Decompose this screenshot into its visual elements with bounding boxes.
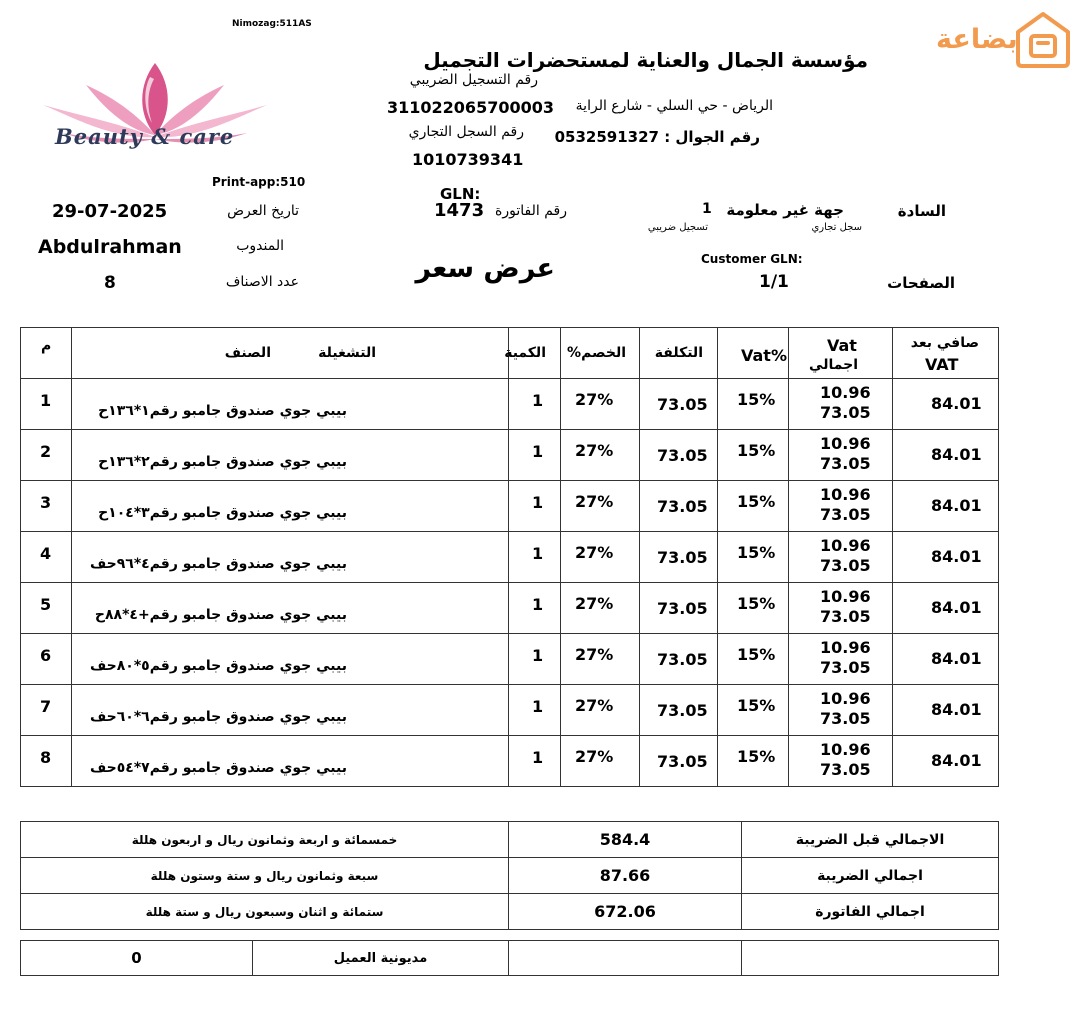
row-cost: 73.05	[640, 532, 718, 583]
row-qty: 1	[509, 685, 561, 736]
rep-value: Abdulrahman	[38, 236, 182, 258]
row-vat-total: 10.96 73.05	[789, 634, 893, 685]
row-discount: 27%	[561, 685, 640, 736]
debt-row	[21, 941, 999, 976]
row-qty: 1	[509, 634, 561, 685]
col-vat-pct: Vat%	[718, 328, 789, 379]
to-number: 1	[702, 201, 712, 217]
row-vat-pct: 15%	[718, 685, 789, 736]
cr-value: 1010739341	[412, 150, 524, 169]
table-header-row	[21, 328, 999, 379]
row-cost: 73.05	[640, 379, 718, 430]
col-index: م	[21, 328, 72, 379]
row-net: 84.01	[893, 685, 999, 736]
document-title: عرض سعر	[415, 253, 555, 284]
tax-reg-label: رقم التسجيل الضريبي	[409, 72, 538, 88]
row-index: 6	[21, 634, 72, 685]
to-label: السادة	[897, 202, 946, 220]
row-discount: 27%	[561, 583, 640, 634]
invoice-number-label: رقم الفاتورة	[495, 203, 567, 219]
date-value: 29-07-2025	[52, 201, 168, 222]
to-value: جهة غير معلومة	[726, 201, 844, 219]
company-name: مؤسسة الجمال والعناية لمستحضرات التجميل	[423, 48, 868, 72]
items-table	[20, 327, 999, 787]
row-index: 5	[21, 583, 72, 634]
company-address: الرياض - حي السلي - شارع الراية	[575, 98, 773, 114]
cr-small-label: سجل تجاري	[811, 222, 862, 233]
row-cost: 73.05	[640, 634, 718, 685]
top-code: Nimozag:511AS	[232, 19, 312, 29]
row-vat-total: 10.96 73.05	[789, 736, 893, 787]
row-index: 1	[21, 379, 72, 430]
customer-gln-label: Customer GLN:	[701, 252, 803, 266]
row-vat-total: 10.96 73.05	[789, 532, 893, 583]
row-qty: 1	[509, 583, 561, 634]
row-qty: 1	[509, 736, 561, 787]
table-row	[21, 583, 999, 634]
row-qty: 1	[509, 481, 561, 532]
debt-empty-cell	[509, 941, 742, 976]
table-row	[21, 379, 999, 430]
table-row	[21, 634, 999, 685]
row-index: 7	[21, 685, 72, 736]
row-cost: 73.05	[640, 583, 718, 634]
total-value: 584.4	[509, 822, 742, 858]
row-cost: 73.05	[640, 685, 718, 736]
row-vat-pct: 15%	[718, 430, 789, 481]
totals-table	[20, 821, 999, 930]
row-cost: 73.05	[640, 736, 718, 787]
row-qty: 1	[509, 430, 561, 481]
table-row	[21, 736, 999, 787]
row-net: 84.01	[893, 481, 999, 532]
debt-value: 0	[21, 941, 253, 976]
totals-row	[21, 858, 999, 894]
brand-text: بضاعة	[936, 24, 1018, 55]
total-value: 672.06	[509, 894, 742, 930]
row-vat-pct: 15%	[718, 634, 789, 685]
row-vat-total: 10.96 73.05	[789, 685, 893, 736]
total-in-words: ستمائة و اثنان وسبعون ريال و ستة هللة	[21, 894, 509, 930]
row-vat-pct: 15%	[718, 583, 789, 634]
row-qty: 1	[509, 379, 561, 430]
row-discount: 27%	[561, 736, 640, 787]
total-in-words: خمسمائة و اربعة وثمانون ريال و اربعون هللة	[21, 822, 509, 858]
tax-small-label: تسجيل ضريبي	[647, 222, 708, 233]
table-row	[21, 430, 999, 481]
row-item-name: بيبي جوي صندوق جامبو رقم١*١٣٦ح	[72, 379, 509, 430]
col-discount: الخصم%	[561, 328, 640, 379]
total-value: 87.66	[509, 858, 742, 894]
row-item-name: بيبي جوي صندوق جامبو رقم٧*٥٤حف	[72, 736, 509, 787]
totals-row	[21, 822, 999, 858]
item-count-value: 8	[104, 273, 116, 293]
row-net: 84.01	[893, 634, 999, 685]
row-cost: 73.05	[640, 430, 718, 481]
pages-label: الصفحات	[887, 274, 955, 292]
table-row	[21, 685, 999, 736]
row-item-name: بيبي جوي صندوق جامبو رقم٢*١٣٦ح	[72, 430, 509, 481]
row-discount: 27%	[561, 430, 640, 481]
logo-text: Beauty & care	[55, 124, 235, 149]
date-label: تاريخ العرض	[227, 203, 299, 219]
row-cost: 73.05	[640, 481, 718, 532]
row-vat-pct: 15%	[718, 379, 789, 430]
total-in-words: سبعة وثمانون ريال و ستة وستون هللة	[21, 858, 509, 894]
row-vat-pct: 15%	[718, 532, 789, 583]
row-net: 84.01	[893, 583, 999, 634]
col-item: الصنف التشغيلة	[72, 328, 509, 379]
pages-value: 1/1	[759, 272, 789, 292]
col-qty: الكمية	[509, 328, 561, 379]
row-discount: 27%	[561, 481, 640, 532]
tax-reg-value: 311022065700003	[387, 98, 554, 117]
row-vat-total: 10.96 73.05	[789, 583, 893, 634]
row-item-name: بيبي جوي صندوق جامبو رقم٥*٨٠حف	[72, 634, 509, 685]
row-index: 3	[21, 481, 72, 532]
invoice-number-value: 1473	[434, 200, 485, 221]
row-item-name: بيبي جوي صندوق جامبو رقم+٤*٨٨ح	[72, 583, 509, 634]
table-row	[21, 481, 999, 532]
row-net: 84.01	[893, 532, 999, 583]
row-net: 84.01	[893, 736, 999, 787]
gln-label: GLN:	[440, 185, 481, 203]
cr-label: رقم السجل التجاري	[408, 124, 524, 140]
table-row	[21, 532, 999, 583]
rep-label: المندوب	[236, 238, 284, 254]
totals-row	[21, 894, 999, 930]
row-item-name: بيبي جوي صندوق جامبو رقم٣*١٠٤ح	[72, 481, 509, 532]
row-item-name: بيبي جوي صندوق جامبو رقم٤*٩٦حف	[72, 532, 509, 583]
row-index: 8	[21, 736, 72, 787]
bidaa-home-icon	[1014, 10, 1072, 68]
row-vat-pct: 15%	[718, 481, 789, 532]
col-cost: التكلفة	[640, 328, 718, 379]
row-vat-pct: 15%	[718, 736, 789, 787]
debt-empty-cell	[742, 941, 999, 976]
print-app: Print-app:510	[212, 175, 306, 189]
row-item-name: بيبي جوي صندوق جامبو رقم٦*٦٠حف	[72, 685, 509, 736]
row-index: 2	[21, 430, 72, 481]
total-label: الاجمالي قبل الضريبة	[742, 822, 999, 858]
row-vat-total: 10.96 73.05	[789, 481, 893, 532]
row-discount: 27%	[561, 532, 640, 583]
item-count-label: عدد الاصناف	[225, 274, 299, 290]
col-vat-total: Vat اجمالي	[789, 328, 893, 379]
debt-label: مديونية العميل	[253, 941, 509, 976]
row-vat-total: 10.96 73.05	[789, 430, 893, 481]
total-label: اجمالي الفاتورة	[742, 894, 999, 930]
row-net: 84.01	[893, 430, 999, 481]
row-net: 84.01	[893, 379, 999, 430]
total-label: اجمالي الضريبة	[742, 858, 999, 894]
company-mobile: رقم الجوال : 0532591327	[554, 128, 760, 146]
row-vat-total: 10.96 73.05	[789, 379, 893, 430]
row-index: 4	[21, 532, 72, 583]
row-discount: 27%	[561, 379, 640, 430]
row-qty: 1	[509, 532, 561, 583]
debt-table	[20, 940, 999, 976]
col-net: صافي بعد VAT	[893, 328, 999, 379]
row-discount: 27%	[561, 634, 640, 685]
